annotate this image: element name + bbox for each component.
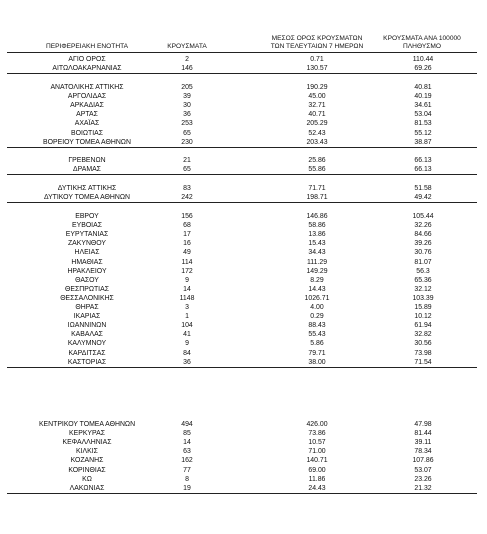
table-row bbox=[7, 184, 477, 193]
region-cell: ΖΑΚΥΝΘΟΥ bbox=[67, 240, 107, 248]
per100k-cell: 61.94 bbox=[414, 322, 432, 330]
table-row bbox=[7, 456, 477, 465]
avg7-cell: 146.86 bbox=[306, 213, 328, 220]
header-avg7-line2: ΤΩΝ ΤΕΛΕΥΤΑΙΩΝ 7 ΗΜΕΡΩΝ bbox=[270, 43, 364, 50]
avg7-cell: 45.00 bbox=[308, 93, 326, 101]
region-cell: ΙΩΑΝΝΙΝΩΝ bbox=[67, 322, 107, 330]
table-row bbox=[7, 349, 477, 358]
cases-cell: 156 bbox=[181, 213, 193, 220]
avg7-cell: 140.71 bbox=[306, 457, 328, 465]
cases-cell: 21 bbox=[183, 157, 191, 164]
per100k-cell: 49.42 bbox=[414, 194, 432, 202]
cases-cell: 8 bbox=[185, 475, 189, 483]
per100k-cell: 53.07 bbox=[414, 466, 432, 474]
cases-cell: 84 bbox=[183, 349, 191, 357]
table-row bbox=[7, 119, 477, 128]
avg7-cell: 38.00 bbox=[308, 358, 326, 366]
avg7-cell: 4.00 bbox=[310, 304, 324, 311]
table-row bbox=[7, 212, 477, 221]
per100k-cell: 110.44 bbox=[412, 56, 434, 63]
per100k-cell: 51.58 bbox=[414, 185, 432, 192]
cases-cell: 1148 bbox=[179, 294, 195, 302]
cases-cell: 39 bbox=[183, 93, 191, 101]
region-cell: ΒΟΙΩΤΙΑΣ bbox=[70, 129, 103, 137]
table-row bbox=[7, 156, 477, 165]
cases-cell: 36 bbox=[183, 111, 191, 119]
per100k-cell: 55.12 bbox=[414, 129, 432, 137]
region-cell: ΘΕΣΠΡΩΤΙΑΣ bbox=[65, 285, 109, 293]
avg7-cell: 13.86 bbox=[308, 231, 326, 239]
region-cell: ΘΑΣΟΥ bbox=[75, 276, 99, 284]
cases-cell: 242 bbox=[181, 194, 193, 202]
avg7-cell: 426.00 bbox=[306, 421, 328, 428]
region-cell: ΕΒΡΟΥ bbox=[75, 213, 99, 220]
avg7-cell: 25.86 bbox=[308, 157, 326, 164]
per100k-cell: 84.66 bbox=[414, 231, 432, 239]
avg7-cell: 55.86 bbox=[308, 166, 326, 174]
cases-cell: 9 bbox=[185, 276, 189, 284]
per100k-cell: 47.98 bbox=[414, 421, 432, 428]
table-row bbox=[7, 339, 477, 348]
table-row bbox=[7, 92, 477, 101]
cases-cell: 205 bbox=[181, 84, 193, 91]
header-avg7-line1: ΜΕΣΟΣ ΟΡΟΣ ΚΡΟΥΣΜΑΤΩΝ bbox=[271, 35, 363, 42]
table-row bbox=[7, 303, 477, 312]
region-cell: ΚΕΦΑΛΛΗΝΙΑΣ bbox=[62, 439, 112, 447]
avg7-cell: 203.43 bbox=[306, 138, 328, 146]
cases-cell: 172 bbox=[181, 267, 193, 275]
cases-cell: 36 bbox=[183, 358, 191, 366]
per100k-cell: 38.87 bbox=[414, 138, 432, 146]
cases-cell: 3 bbox=[185, 304, 189, 311]
table-row bbox=[7, 330, 477, 339]
per100k-cell: 15.89 bbox=[414, 304, 432, 311]
table-row bbox=[7, 55, 477, 64]
cases-cell: 104 bbox=[181, 322, 193, 330]
avg7-cell: 79.71 bbox=[308, 349, 326, 357]
per100k-cell: 23.26 bbox=[414, 475, 432, 483]
region-cell: ΑΡΚΑΔΙΑΣ bbox=[70, 102, 104, 110]
table-row bbox=[7, 276, 477, 285]
cases-cell: 2 bbox=[185, 56, 189, 63]
region-cell: ΑΡΓΟΛΙΔΑΣ bbox=[67, 93, 107, 101]
cases-cell: 9 bbox=[185, 340, 189, 348]
avg7-cell: 14.43 bbox=[308, 285, 326, 293]
cases-cell: 65 bbox=[183, 129, 191, 137]
cases-cell: 63 bbox=[183, 448, 191, 456]
cases-cell: 253 bbox=[181, 120, 193, 128]
per100k-cell: 40.19 bbox=[414, 93, 432, 101]
region-cell: ΚΕΝΤΡΙΚΟΥ ΤΟΜΕΑ ΑΘΗΝΩΝ bbox=[38, 421, 136, 428]
cases-cell: 17 bbox=[183, 231, 191, 239]
cases-cell: 1 bbox=[185, 313, 189, 321]
table-row bbox=[7, 83, 477, 92]
table-row bbox=[7, 321, 477, 330]
avg7-cell: 71.00 bbox=[308, 448, 326, 456]
table-row bbox=[7, 129, 477, 138]
avg7-cell: 34.43 bbox=[308, 249, 326, 257]
avg7-cell: 10.57 bbox=[308, 439, 326, 447]
region-cell: ΚΩ bbox=[82, 475, 92, 483]
per100k-cell: 39.11 bbox=[414, 439, 432, 447]
avg7-cell: 69.00 bbox=[308, 466, 326, 474]
per100k-cell: 81.07 bbox=[414, 258, 432, 266]
region-cell: ΛΑΚΩΝΙΑΣ bbox=[69, 484, 105, 492]
table-row bbox=[7, 267, 477, 276]
cases-cell: 41 bbox=[183, 331, 191, 339]
cases-cell: 68 bbox=[183, 222, 191, 230]
avg7-cell: 1026.71 bbox=[304, 294, 330, 302]
region-cell: ΔΡΑΜΑΣ bbox=[73, 166, 101, 174]
table-row bbox=[7, 447, 477, 456]
avg7-cell: 40.71 bbox=[308, 111, 326, 119]
table-row bbox=[7, 230, 477, 239]
avg7-cell: 0.71 bbox=[310, 56, 324, 63]
avg7-cell: 130.57 bbox=[306, 65, 328, 73]
region-cell: ΓΡΕΒΕΝΩΝ bbox=[68, 157, 106, 164]
per100k-cell: 56.3 bbox=[416, 267, 430, 275]
region-cell: ΑΙΤΩΛΟΑΚΑΡΝΑΝΙΑΣ bbox=[52, 65, 122, 73]
region-cell: ΚΟΖΑΝΗΣ bbox=[70, 457, 104, 465]
table-row bbox=[7, 466, 477, 475]
table-row bbox=[7, 64, 477, 74]
avg7-cell: 190.29 bbox=[306, 84, 328, 91]
avg7-cell: 32.71 bbox=[308, 102, 326, 110]
cases-cell: 14 bbox=[183, 285, 191, 293]
cases-cell: 65 bbox=[183, 166, 191, 174]
per100k-cell: 81.44 bbox=[414, 430, 432, 438]
table-row bbox=[7, 294, 477, 303]
header-region: ΠΕΡΙΦΕΡΕΙΑΚΗ ΕΝΟΤΗΤΑ bbox=[45, 43, 129, 50]
cases-cell: 30 bbox=[183, 102, 191, 110]
region-cell: ΚΙΛΚΙΣ bbox=[76, 448, 98, 456]
header-divider bbox=[7, 52, 477, 53]
table-row bbox=[7, 285, 477, 294]
table-row bbox=[7, 110, 477, 119]
region-cell: ΙΚΑΡΙΑΣ bbox=[73, 313, 101, 321]
per100k-cell: 71.54 bbox=[414, 358, 432, 366]
header-per100k-line1: ΚΡΟΥΣΜΑΤΑ ΑΝΑ 100000 bbox=[383, 35, 461, 42]
per100k-cell: 107.86 bbox=[412, 457, 434, 465]
per100k-cell: 66.13 bbox=[414, 166, 432, 174]
cases-cell: 19 bbox=[183, 484, 191, 492]
avg7-cell: 73.86 bbox=[308, 430, 326, 438]
region-cell: ΘΕΣΣΑΛΟΝΙΚΗΣ bbox=[60, 294, 114, 302]
header-cases: ΚΡΟΥΣΜΑΤΑ bbox=[167, 43, 207, 50]
table-row bbox=[7, 193, 477, 203]
region-cell: ΚΟΡΙΝΘΙΑΣ bbox=[68, 466, 106, 474]
per100k-cell: 39.26 bbox=[414, 240, 432, 248]
per100k-cell: 34.61 bbox=[414, 102, 432, 110]
per100k-cell: 53.04 bbox=[414, 111, 432, 119]
per100k-cell: 21.32 bbox=[414, 484, 432, 492]
avg7-cell: 88.43 bbox=[308, 322, 326, 330]
table-row bbox=[7, 475, 477, 484]
table-row bbox=[7, 420, 477, 429]
region-cell: ΘΗΡΑΣ bbox=[75, 304, 99, 311]
cases-cell: 49 bbox=[183, 249, 191, 257]
avg7-cell: 15.43 bbox=[308, 240, 326, 248]
per100k-cell: 65.36 bbox=[414, 276, 432, 284]
region-cell: ΚΑΣΤΟΡΙΑΣ bbox=[67, 358, 107, 366]
region-cell: ΗΡΑΚΛΕΙΟΥ bbox=[67, 267, 107, 275]
table-row bbox=[7, 165, 477, 175]
avg7-cell: 55.43 bbox=[308, 331, 326, 339]
avg7-cell: 5.86 bbox=[310, 340, 324, 348]
avg7-cell: 0.29 bbox=[310, 313, 324, 321]
region-cell: ΑΧΑΪΑΣ bbox=[74, 120, 100, 128]
per100k-cell: 10.12 bbox=[414, 313, 432, 321]
per100k-cell: 105.44 bbox=[412, 213, 434, 220]
region-cell: ΚΑΛΥΜΝΟΥ bbox=[67, 340, 107, 348]
avg7-cell: 52.43 bbox=[308, 129, 326, 137]
region-cell: ΕΥΡΥΤΑΝΙΑΣ bbox=[65, 231, 109, 239]
table-row bbox=[7, 429, 477, 438]
per100k-cell: 103.39 bbox=[412, 294, 434, 302]
cases-cell: 14 bbox=[183, 439, 191, 447]
cases-cell: 77 bbox=[183, 466, 191, 474]
cases-cell: 230 bbox=[181, 138, 193, 146]
cases-cell: 162 bbox=[181, 457, 193, 465]
table-row bbox=[7, 138, 477, 148]
region-cell: ΚΕΡΚΥΡΑΣ bbox=[69, 430, 105, 438]
cases-cell: 16 bbox=[183, 240, 191, 248]
region-cell: ΔΥΤΙΚΗΣ ΑΤΤΙΚΗΣ bbox=[57, 185, 117, 192]
region-cell: ΔΥΤΙΚΟΥ ΤΟΜΕΑ ΑΘΗΝΩΝ bbox=[43, 194, 130, 202]
cases-cell: 494 bbox=[181, 421, 193, 428]
region-cell: ΑΓΙΟ ΟΡΟΣ bbox=[68, 56, 106, 63]
table-row bbox=[7, 101, 477, 110]
avg7-cell: 11.86 bbox=[308, 475, 326, 483]
cases-cell: 114 bbox=[181, 258, 193, 266]
table-row bbox=[7, 221, 477, 230]
avg7-cell: 58.86 bbox=[308, 222, 326, 230]
avg7-cell: 111.29 bbox=[306, 258, 328, 266]
table-row bbox=[7, 438, 477, 447]
cases-cell: 146 bbox=[181, 65, 193, 73]
avg7-cell: 198.71 bbox=[306, 194, 328, 202]
region-cell: ΑΡΤΑΣ bbox=[76, 111, 98, 119]
per100k-cell: 40.81 bbox=[414, 84, 432, 91]
table-row bbox=[7, 312, 477, 321]
per100k-cell: 32.82 bbox=[414, 331, 432, 339]
cases-cell: 85 bbox=[183, 430, 191, 438]
table-row bbox=[7, 258, 477, 267]
per100k-cell: 32.26 bbox=[414, 222, 432, 230]
avg7-cell: 24.43 bbox=[308, 484, 326, 492]
table-row bbox=[7, 358, 477, 368]
per100k-cell: 81.53 bbox=[414, 120, 432, 128]
region-cell: ΒΟΡΕΙΟΥ ΤΟΜΕΑ ΑΘΗΝΩΝ bbox=[43, 138, 131, 146]
table-row bbox=[7, 239, 477, 248]
table-row bbox=[7, 484, 477, 494]
avg7-cell: 205.29 bbox=[306, 120, 328, 128]
per100k-cell: 30.76 bbox=[414, 249, 432, 257]
per100k-cell: 69.26 bbox=[414, 65, 432, 73]
region-cell: ΚΑΒΑΛΑΣ bbox=[71, 331, 103, 339]
table-row bbox=[7, 248, 477, 257]
per100k-cell: 73.98 bbox=[414, 349, 432, 357]
region-cell: ΕΥΒΟΙΑΣ bbox=[72, 222, 102, 230]
per100k-cell: 30.56 bbox=[414, 340, 432, 348]
avg7-cell: 149.29 bbox=[306, 267, 328, 275]
header-per100k-line2: ΠΛΗΘΥΣΜΟ bbox=[403, 43, 441, 50]
region-cell: ΑΝΑΤΟΛΙΚΗΣ ΑΤΤΙΚΗΣ bbox=[50, 84, 124, 91]
per100k-cell: 66.13 bbox=[414, 157, 432, 164]
per100k-cell: 78.34 bbox=[414, 448, 432, 456]
avg7-cell: 71.71 bbox=[308, 185, 326, 192]
region-cell: ΗΛΕΙΑΣ bbox=[74, 249, 100, 257]
region-cell: ΗΜΑΘΙΑΣ bbox=[71, 258, 103, 266]
per100k-cell: 32.12 bbox=[414, 285, 432, 293]
avg7-cell: 8.29 bbox=[310, 276, 324, 284]
cases-cell: 83 bbox=[183, 185, 191, 192]
region-cell: ΚΑΡΔΙΤΣΑΣ bbox=[68, 349, 106, 357]
